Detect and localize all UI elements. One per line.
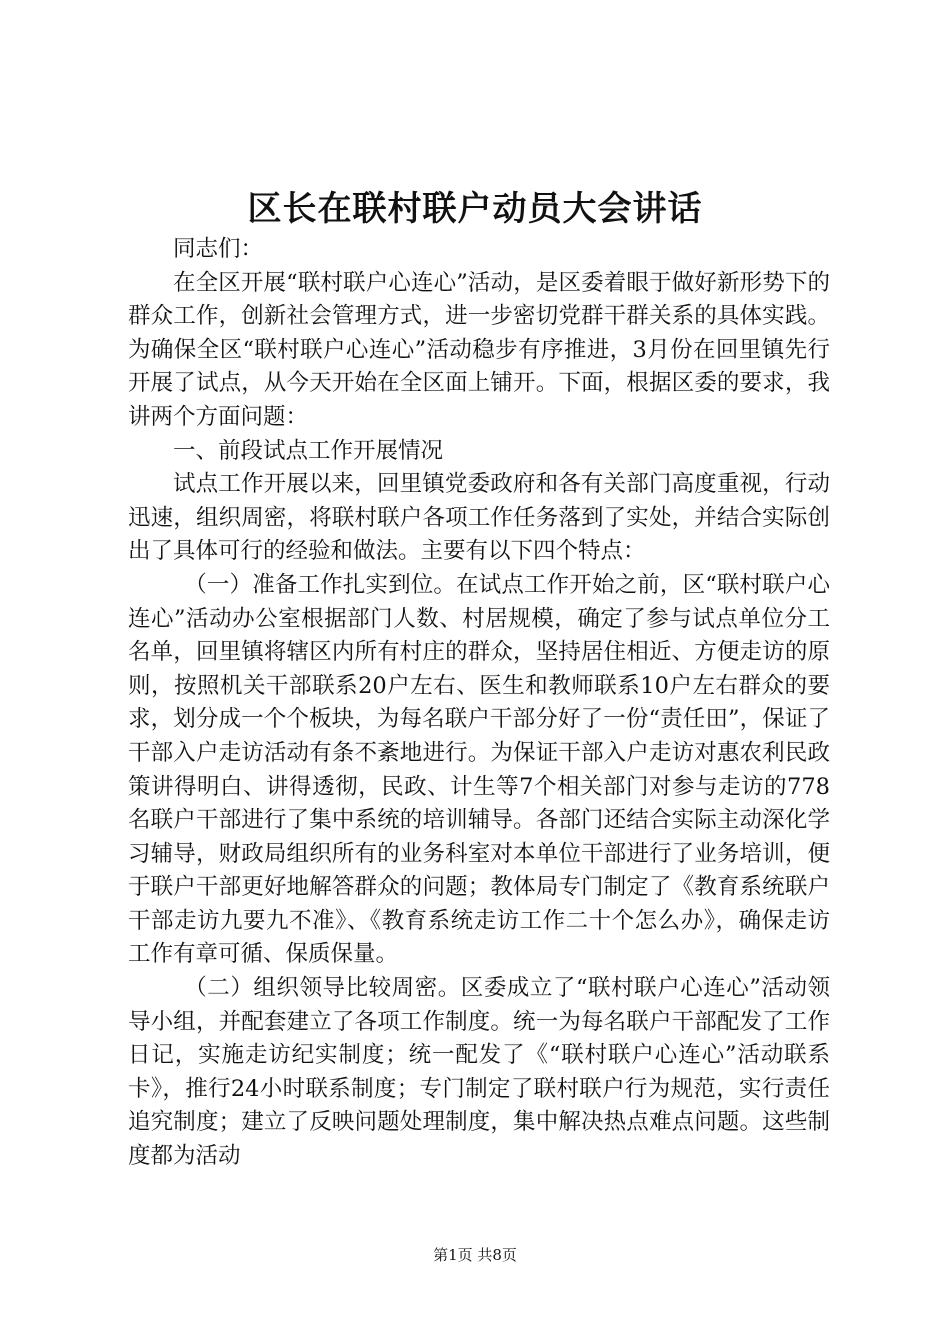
body-paragraph: （一）准备工作扎实到位。在试点工作开始之前，区“联村联户心连心”活动办公室根据部门人数、村居规模，确定了参与试点单位分工名单，回里镇将辖区内所有村庄的群众，坚持居住相近、方便走访的原则，按照机关干部联系20户左右、医生和教师联系10户左右群众的要求，划分成一个个板块，为每名联户干部分好了一份“责任田”，保证了干部入户走访活动有条不紊地进行。为保证干部入户走访对惠农利民政策讲得明白、讲得透彻，民政、计生等7个相关部门对参与走访的778名联户干部进行了集中系统的培训辅导。各部门还结合实际主动深化学习辅导，财政局组织所有的业务科室对本单位干部进行了业务培训，便于联户干部更好地解答群众的问题；教体局专门制定了《教育系统联户干部走访九要九不准》、《教育系统走访工作二十个怎么办》，确保走访工作有章可循、保质保量。 — [128, 571, 830, 968]
body-paragraph: 试点工作开展以来，回里镇党委政府和各有关部门高度重视，行动迅速，组织周密，将联村联户各项工作任务落到了实处，并结合实际创出了具体可行的经验和做法。主要有以下四个特点： — [128, 471, 830, 565]
section-heading: 一、前段试点工作开展情况 — [173, 437, 444, 464]
document-title: 区长在联村联户动员大会讲话 — [247, 189, 703, 229]
intro-paragraph: 在全区开展“联村联户心连心”活动，是区委着眼于做好新形势下的群众工作，创新社会管理方式，进一步密切党群干群关系的具体实践。为确保全区“联村联户心连心”活动稳步有序推进，3月份在回里镇先行开展了试点，从今天开始在全区面上铺开。下面，根据区委的要求，我讲两个方面问题： — [128, 269, 830, 430]
salutation-paragraph: 同志们： — [173, 236, 264, 262]
body-paragraph: （二）组织领导比较周密。区委成立了“联村联户心连心”活动领导小组，并配套建立了各项工作制度。统一为每名联户干部配发了工作日记，实施走访纪实制度；统一配发了《“联村联户心连心”活动联系卡》，推行24小时联系制度；专门制定了联村联户行为规范，实行责任追究制度；建立了反映问题处理制度，集中解决热点难点问题。这些制度都为活动 — [128, 975, 830, 1170]
page-footer: 第1页 共8页 — [433, 1246, 517, 1264]
document-body — [128, 233, 830, 1174]
